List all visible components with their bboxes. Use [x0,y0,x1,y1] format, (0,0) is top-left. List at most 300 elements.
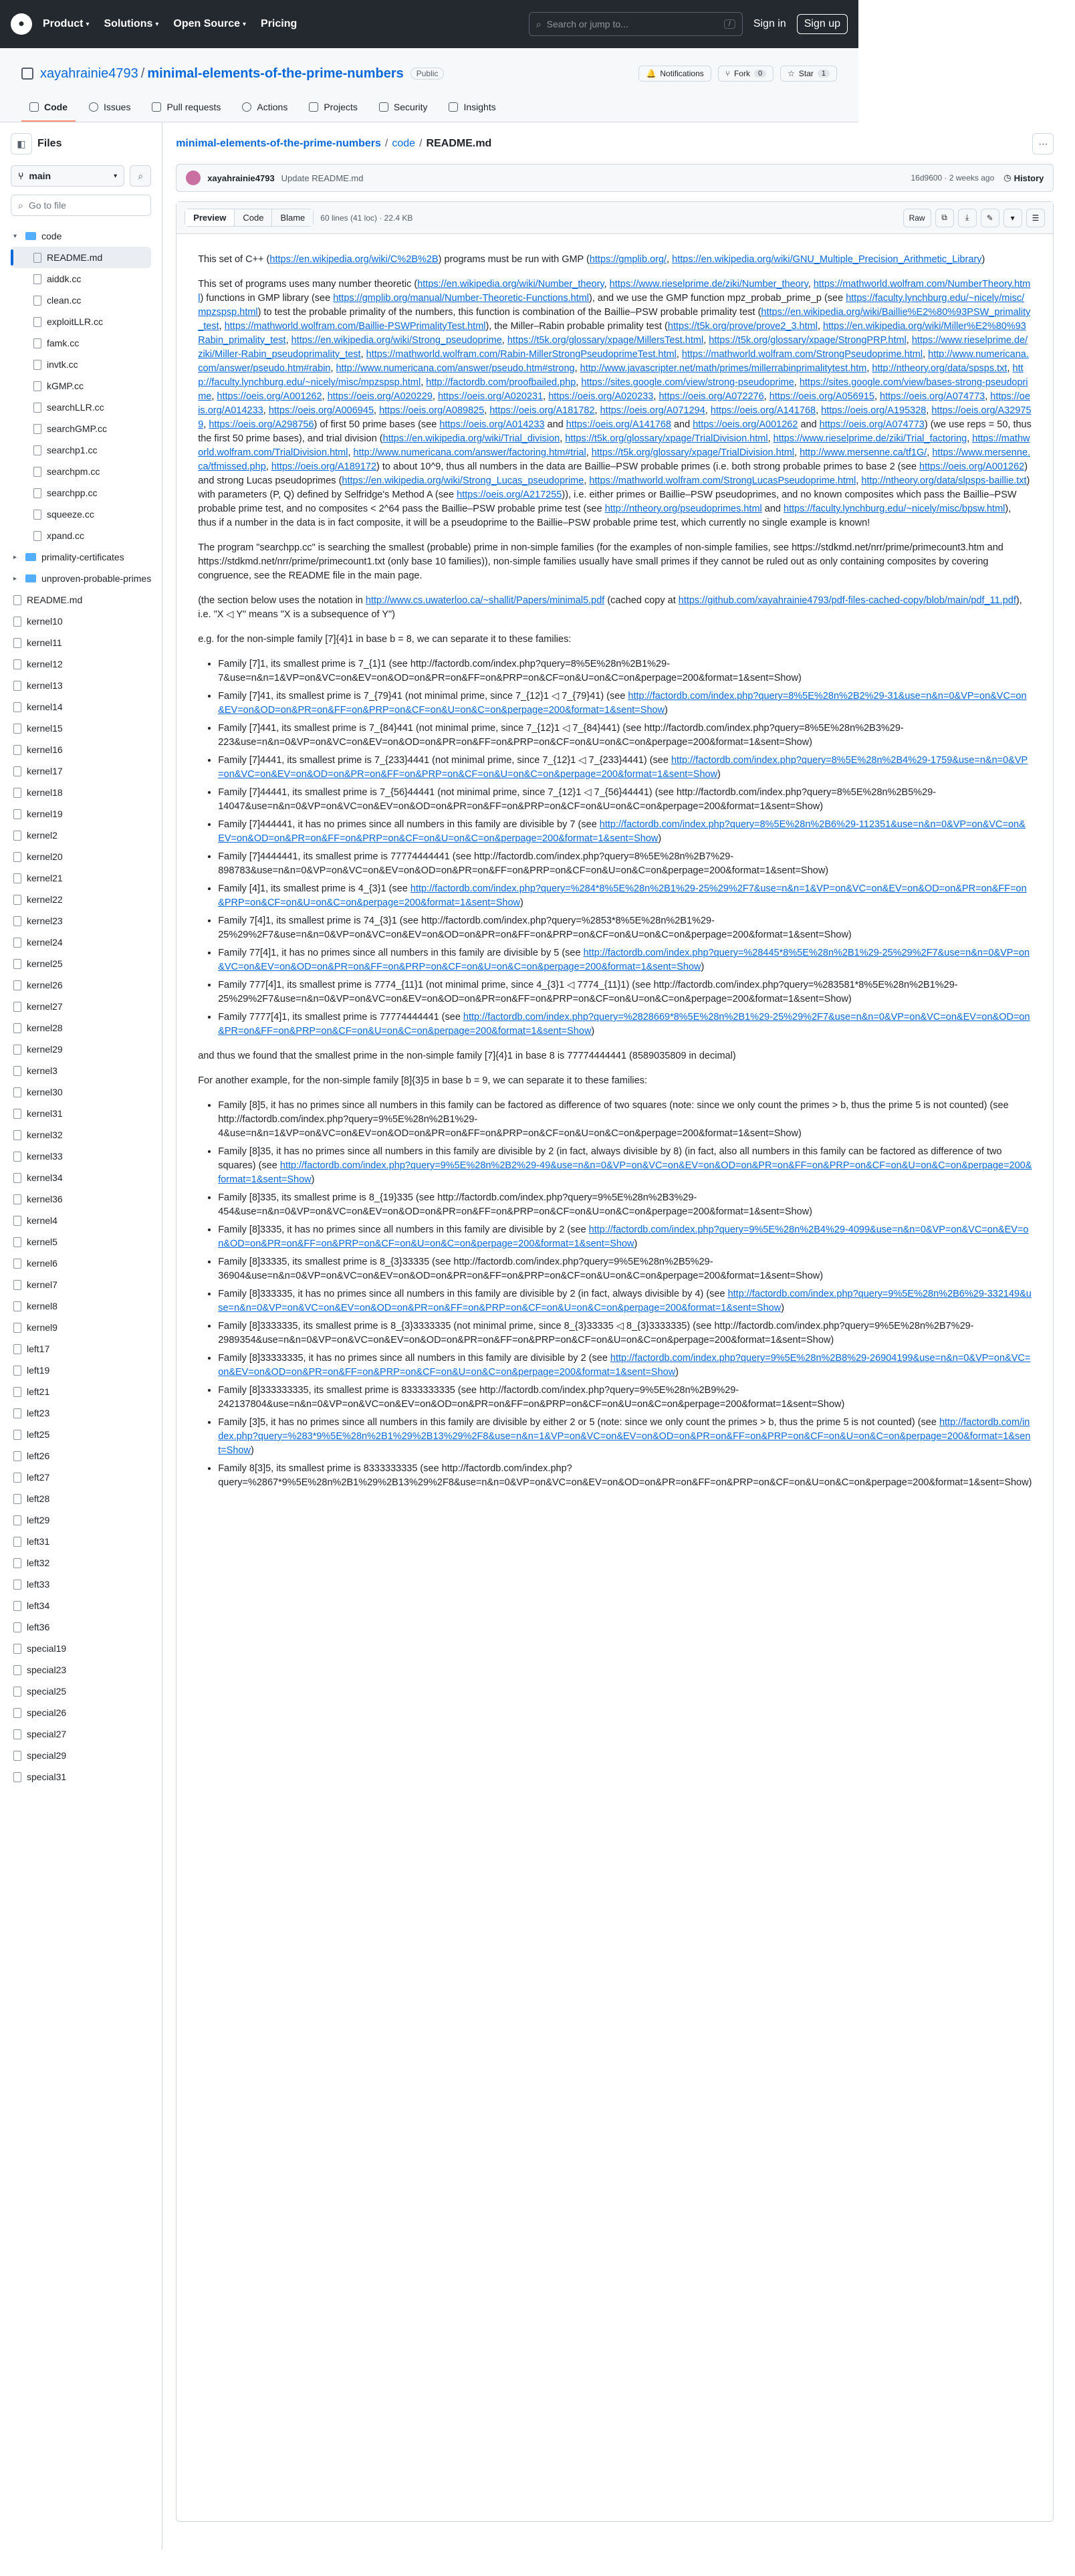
tree-file[interactable]: kernel15 [11,718,151,739]
file-icon [13,938,21,948]
tab-code[interactable]: Code [21,96,76,122]
tree-file[interactable]: left21 [11,1381,151,1402]
tree-file[interactable]: searchpm.cc [11,461,151,482]
external-link[interactable]: http://www.cs.uwaterloo.ca/~shallit/Papers/minimal5.pdf [365,595,605,606]
tree-file[interactable]: left19 [11,1360,151,1381]
commit-message[interactable]: Update README.md [281,173,364,183]
file-icon [13,1430,21,1440]
tree-file[interactable]: kernel27 [11,996,151,1017]
tree-file[interactable]: kernel21 [11,867,151,889]
visibility-badge: Public [410,68,445,80]
family-list-item: • Family [4]1, its smallest prime is 4_{3}1 (see http://factordb.com/index.php?query=%284*8%5E%28n%2B1%29-25%29%2F7&use=n&n=1&VP=on&VC=on&EV=on&OD=on&PR=on&FF=on&PRP=on&CF=on&U=on&C=on&perpage=200&format=1&sent=Show) [218,882,1032,910]
file-icon [13,852,21,862]
family-list-base8 [218,657,1032,1039]
external-link[interactable]: https://en.wikipedia.org/wiki/Number_theory [417,279,604,290]
family-list-item: • Family [7]441, its smallest prime is 7_{84}441 (not minimal prime, since 7_{12}1 ◁ 7_{84}441) (see http://factordb.com/index.php?query=8%5E%28n%2B3%29-223&use=n&n=0&VP=on&VC=on&EV=on&OD=on&PR=on&FF=on&PRP=on&CF=on&U=on&C=on&perpage=200&format=1&sent=Show) [218,722,1032,750]
file-icon [13,916,21,926]
external-link[interactable]: http://ntheory.org/data/spsps.txt [872,363,1007,374]
tree-file[interactable]: kernel11 [11,632,151,653]
chevron-right-icon: ▸ [13,574,17,582]
file-icon [13,702,21,712]
code-view-tab[interactable]: Code [235,209,272,226]
external-link[interactable]: https://t5k.org/glossary/xpage/TrialDivision.html [591,447,795,458]
search-files-button[interactable] [130,165,151,187]
external-link[interactable]: https://t5k.org/prove/prove2_3.html [667,321,818,332]
external-link[interactable]: https://gmplib.org/manual/Number-Theoretic-Functions.html [333,293,590,304]
file-icon [13,1366,21,1376]
sidebar-title: Files [37,138,62,149]
tree-file[interactable]: kernel29 [11,1039,151,1060]
latest-commit-bar [176,164,1054,192]
external-link[interactable]: https://www.rieselprime.de/ziki/Number_theory [609,279,808,290]
external-link[interactable]: https://t5k.org/glossary/xpage/StrongPRP.html [709,335,907,346]
chevron-down-icon: ▾ [86,20,90,28]
tree-file[interactable]: left17 [11,1338,151,1360]
external-link[interactable]: https://oeis.org/A006945 [268,405,374,416]
nav-product[interactable]: Product ▾ [43,18,90,29]
tree-file[interactable]: kernel26 [11,974,151,996]
external-link[interactable]: http://www.numericana.com/answer/pseudo.htm#strong [336,363,575,374]
branch-selector[interactable]: ⑂ main ▾ [11,165,124,187]
external-link[interactable]: http://www.numericana.com/answer/factoring.htm#trial [353,447,586,458]
external-link[interactable]: https://mathworld.wolfram.com/StrongPseudoprime.html [681,349,923,360]
external-link[interactable]: https://en.wikipedia.org/wiki/Miller%E2%80%93Rabin_primality_test [198,321,1026,346]
external-link[interactable]: https://sites.google.com/view/strong-pseudoprime [581,377,794,388]
tree-file[interactable]: searchLLR.cc [11,397,151,418]
external-link[interactable]: https://www.rieselprime.de/ziki/Miller-Rabin_pseudoprimality_test [198,335,1028,360]
tree-file[interactable]: clean.cc [11,290,151,311]
tree-file[interactable]: kernel17 [11,760,151,782]
avatar[interactable] [186,171,201,185]
tree-file[interactable]: left29 [11,1509,151,1531]
tree-file[interactable]: special31 [11,1766,151,1788]
file-icon [13,1002,21,1012]
family-list-item: • Family [7]4441, its smallest prime is 7_{233}4441 (not minimal prime, since 7_{12}1 ◁ 7_{233}4441) (see http://factordb.com/index.php?query=8%5E%28n%2B4%29-1759&use=n&n=0&VP=on&VC=on&EV=on&OD=on&PR=on&FF=on&PRP=on&CF=on&U=on&C=on&perpage=200&format=1&sent=Show) [218,754,1032,782]
download-icon[interactable]: ⤓ [958,209,977,227]
external-link[interactable]: https://www.rieselprime.de/ziki/Trial_factoring [773,433,967,444]
external-link[interactable]: https://faculty.lynchburg.edu/~nicely/misc/bpsw.html [784,504,1005,514]
file-icon [13,617,21,627]
tree-file[interactable]: kernel9 [11,1317,151,1338]
tree-file[interactable]: kernel23 [11,910,151,932]
tree-file[interactable]: special27 [11,1723,151,1745]
main-content [162,122,1075,2550]
tree-file[interactable]: aiddk.cc [11,268,151,290]
tree-file[interactable]: kernel30 [11,1081,151,1103]
external-link[interactable]: https://oeis.org/A074773 [819,419,925,430]
external-link[interactable]: https://oeis.org/A020231 [437,391,544,402]
edit-icon[interactable]: ✎ [981,209,999,227]
family-list-item: • Family [8]35, it has no primes since all numbers in this family are divisible by 2 (in fact, always divisible by 8) (in fact, also all numbers in this family can be factored as difference of two squares) (see http://factordb.com/index.php?query=9%5E%28n%2B2%29-49&use=n&n=0&VP=on&VC=on&EV=on&OD=on&PR=on&FF=on&PRP=on&CF=on&U=on&C=on&perpage=200&format=1&sent=Show) [218,1145,1032,1187]
search-input[interactable]: ⌕ Search or jump to... / [529,12,743,36]
file-icon [33,510,41,520]
tree-file[interactable]: special23 [11,1659,151,1681]
link-gmp-wiki[interactable]: https://en.wikipedia.org/wiki/GNU_Multiple_Precision_Arithmetic_Library [672,254,982,265]
tree-file[interactable]: kernel12 [11,653,151,675]
notifications-button[interactable]: 🔔 Notifications [638,66,711,82]
file-icon [13,1622,21,1632]
external-link[interactable]: https://en.wikipedia.org/wiki/Trial_division [382,433,560,444]
folder-icon [25,553,36,561]
external-link[interactable]: https://oeis.org/A141768 [566,419,671,430]
external-link[interactable]: https://oeis.org/A020229 [327,391,433,402]
external-link[interactable]: http://factordb.com/index.php?query=8%5E%28n%2B2%29-31&use=n&n=0&VP=on&VC=on&EV=on&OD=on&PR=on&FF=on&PRP=on&CF=on&U=on&C=on&perpage=200&format=1&sent=Show [218,691,1027,716]
file-icon [13,1494,21,1504]
external-link[interactable]: https://mathworld.wolfram.com/Baillie-PSWPrimalityTest.html [224,321,486,332]
external-link[interactable]: https://mathworld.wolfram.com/TrialDivision.html [198,433,1030,458]
external-link[interactable]: http://factordb.com/index.php?query=%2828669*8%5E%28n%2B1%29-25%29%2F7&use=n&n=0&VP=on&VC=on&EV=on&OD=on&PR=on&FF=on&PRP=on&CF=on&U=on&C=on&perpage=200&format=1&sent=Show [218,1012,1030,1037]
link-gmplib[interactable]: https://gmplib.org/ [589,254,667,265]
tree-file[interactable]: special26 [11,1702,151,1723]
external-link[interactable]: https://oeis.org/A089825 [379,405,485,416]
file-icon [13,959,21,969]
external-link[interactable]: https://mathworld.wolfram.com/NumberTheory.html [198,279,1031,304]
external-link[interactable]: http://factordb.com/index.php?query=9%5E%28n%2B4%29-4099&use=n&n=0&VP=on&VC=on&EV=on&OD=on&PR=on&FF=on&PRP=on&CF=on&U=on&C=on&perpage=200&format=1&sent=Show [218,1224,1029,1249]
tree-file[interactable]: kernel2 [11,825,151,846]
external-link[interactable]: https://oeis.org/A014233 [439,419,545,430]
external-link[interactable]: https://mathworld.wolfram.com/StrongLucasPseudoprime.html [589,475,856,486]
tree-file[interactable]: kernel8 [11,1295,151,1317]
external-link[interactable]: https://oeis.org/A014233 [198,391,1030,416]
tree-folder-code[interactable]: ▾ code [13,231,62,241]
external-link[interactable]: http://factordb.com/index.php?query=%28445*8%5E%28n%2B1%29-25%29%2F7&use=n&n=0&VP=on&VC=on&EV=on&OD=on&PR=on&FF=on&PRP=on&CF=on&U=on&C=on&perpage=200&format=1&sent=Show [218,948,1030,972]
tree-file-code-readme[interactable]: README.md [11,247,151,268]
tree-file[interactable]: left34 [11,1595,151,1616]
file-icon [13,1751,21,1761]
external-link[interactable]: http://factordb.com/proofbailed.php [426,377,576,388]
history-button[interactable]: ◷ History [1003,173,1044,183]
file-icon [33,317,41,327]
external-link[interactable]: https://oeis.org/A189172 [271,461,377,472]
file-icon [13,724,21,734]
tree-file[interactable]: kernel32 [11,1124,151,1146]
tab-issues[interactable]: Issues [81,96,138,122]
file-icon [13,745,21,755]
tree-file[interactable]: kernel7 [11,1274,151,1295]
external-link[interactable]: https://oeis.org/A181782 [489,405,595,416]
family-list-item: • Family [8]33333335, it has no primes since all numbers in this family are divisible by 2 (see http://factordb.com/index.php?query=9%5E%28n%2B8%29-26904199&use=n&n=0&VP=on&VC=on&EV=on&OD=on&PR=on&FF=on&PRP=on&CF=on&U=on&C=on&perpage=200&format=1&sent=Show) [218,1352,1032,1380]
family-list-item: • Family 77[4]1, it has no primes since all numbers in this family are divisible by 5 (see http://factordb.com/index.php?query=%28445*8%5E%28n%2B1%29-25%29%2F7&use=n&n=0&VP=on&VC=on&EV=on&OD=on&PR=on&FF=on&PRP=on&CF=on&U=on&C=on&perpage=200&format=1&sent=Show) [218,946,1032,974]
external-link[interactable]: http://ntheory.org/data/slpsps-baillie.txt [861,475,1027,486]
family-list-item: • Family [8]5, it has no primes since all numbers in this family can be factored as difference of two squares (note: since we only count the primes > b, thus the prime 5 is not counted) (see http://factordb.com/index.php?query=9%5E%28n%2B1%29-4&use=n&n=1&VP=on&VC=on&EV=on&OD=on&PR=on&FF=on&PRP=on&CF=on&U=on&C=on&perpage=200&format=1&sent=Show) [218,1099,1032,1141]
go-to-file-input[interactable]: ⌕ Go to file [11,195,151,216]
tree-file[interactable]: kGMP.cc [11,375,151,397]
tree-file[interactable]: kernel16 [11,739,151,760]
external-link[interactable]: https://t5k.org/glossary/xpage/TrialDivision.html [565,433,768,444]
nav-solutions[interactable]: Solutions ▾ [104,18,159,29]
external-link[interactable]: https://oeis.org/A001262 [919,461,1025,472]
file-icon [13,681,21,691]
tree-file[interactable]: special19 [11,1638,151,1659]
external-link[interactable]: http://factordb.com/index.php?query=9%5E%28n%2B2%29-49&use=n&n=0&VP=on&VC=on&EV=on&OD=on&PR=on&FF=on&PRP=on&CF=on&U=on&C=on&perpage=200&format=1&sent=Show [218,1160,1032,1185]
file-icon [33,360,41,370]
file-icon [33,467,41,477]
family-list-item: • Family [8]33335, its smallest prime is 8_{3}33335 (see http://factordb.com/index.php?query=9%5E%28n%2B5%29-36904&use=n&n=0&VP=on&VC=on&EV=on&OD=on&PR=on&FF=on&PRP=on&CF=on&U=on&C=on&perpage=200&format=1&sent=Show) [218,1255,1032,1283]
family-list-item: • Family [8]3335, it has no primes since all numbers in this family are divisible by 2 (see http://factordb.com/index.php?query=9%5E%28n%2B4%29-4099&use=n&n=0&VP=on&VC=on&EV=on&OD=on&PR=on&FF=on&PRP=on&CF=on&U=on&C=on&perpage=200&format=1&sent=Show) [218,1223,1032,1251]
folder-open-icon [25,232,36,240]
external-link[interactable]: https://oeis.org/A195328 [821,405,927,416]
root-file-list [11,589,151,1788]
tree-file[interactable]: kernel25 [11,953,151,974]
search-icon: ⌕ [138,170,144,181]
file-icon [13,1644,21,1654]
tree-file[interactable]: kernel14 [11,696,151,718]
tab-pull-requests[interactable]: Pull requests [144,96,229,122]
tree-folder-unproven-probable-primes[interactable]: ▸ unproven-probable-primes [13,573,152,584]
readme-text-linkified: (https://en.wikipedia.org/wiki/Baillie%E2%80%93PSW_primality_test, https://mathworld.wolfram.com/Baillie-PSWPrimalityTest.html), the Miller–Rabin probable primality test (https://t5k.org/prove/prove2_3.html, https://en.wikipedia.org/wiki/Miller%E2%80%93Rabin_primality_test, https://en.wikipedia.org/wiki/Strong_pseudoprime, https://t5k.org/glossary/xpage/MillersTest.html, https://t5k.org/glossary/xpage/StrongPRP.html, https://www.rieselprime.de/ziki/Miller-Rabin_pseudoprimality_test, https://mathworld.wolfram.com/Rabin-MillerStrongPseudoprimeTest.html, https://mathworld.wolfram.com/StrongPseudoprime.html, http://www.numericana.com/answer/pseudo.htm#rabin, http://www.numericana.com/answer/pseudo.htm#strong, http://www.javascripter.net/math/primes/millerrabinprimalitytest.htm, http://ntheory.org/data/spsps.txt, http://faculty.lynchburg.edu/~nicely/misc/mpzspsp.html, http://factordb.com/proofbailed.php, https://sites.google.com/view/strong-pseudoprime, https://sites.google.com/view/bases-strong-pseudoprime, https://oeis.org/A001262, https://oeis.org/A020229, https://oeis.org/A020231, https://oeis.org/A020233, https://oeis.org/A072276, https://oeis.org/A056915, https://oeis.org/A074773, https://oeis.org/A014233, https://oeis.org/A006945, https://oeis.org/A089825, https://oeis.org/A181782, https://oeis.org/A071294, https://oeis.org/A141768, https://oeis.org/A195328, https://oeis.org/A329759, https://oeis.org/A298756) of first 50 prime bases (see https://oeis.org/A014233 and https://oeis.org/A141768 and https://oeis.org/A001262 and https://oeis.org/A074773) (we use reps = 50, thus the first 50 prime bases), and trial division (https://en.wikipedia.org/wiki/Trial_division, https://t5k.org/glossary/xpage/TrialDivision.html, https://www.rieselprime.de/ziki/Trial_factoring, https://mathworld.wolfram.com/TrialDivision.html, http://www.numericana.com/answer/factoring.htm#trial, https://t5k.org/glossary/xpage/TrialDivision.html, http://www.mersenne.ca/tf1G/, https://www.mersenne.ca/tfmissed.php, https://oeis.org/A189172) to about 10^9, thus all numbers in the data are Baillie–PSW probable primes (i.e. both strong probable primes to base 2 (see https://oeis.org/A001262) and strong Lucas pseudoprimes (https://en.wikipedia.org/wiki/Strong_Lucas_pseudoprime, https://mathworld.wolfram.com/StrongLucasPseudoprime.html, http://ntheory.org/data/slpsps-baillie.txt) with parameters (P, Q) defined by Selfridge's Method A (see https://oeis.org/A217255)), i.e. either primes or Baillie–PSW pseudoprimes, and no known composites which pass the Baillie–PSW probable prime test, and no composites < 2^64 pass the Baillie–PSW probable prime test (see http://ntheory.org/pseudoprimes.html and https://faculty.lynchburg.edu/~nicely/misc/bpsw.html), thus if a number in the data is in fact composite, it will be a pseudoprime to the Baillie–PSW probable prime test, which currently no single example is known! [198,307,1032,528]
blame-tab[interactable]: Blame [272,209,313,226]
file-icon [13,1558,21,1568]
preview-tab[interactable]: Preview [185,209,235,226]
repo-tabs [21,96,837,122]
external-link[interactable]: https://oeis.org/A217255 [457,490,562,500]
folder-icon [25,574,36,582]
file-icon [13,1772,21,1782]
tab-insights[interactable]: Insights [441,96,503,122]
tree-file[interactable]: kernel20 [11,846,151,867]
file-icon [13,766,21,776]
tree-folder-primality-certificates[interactable]: ▸ primality-certificates [13,552,124,562]
external-link[interactable]: https://en.wikipedia.org/wiki/Strong_pseudoprime [291,335,502,346]
commit-hash-time[interactable]: 16d9600 · 2 weeks ago [911,173,995,183]
tree-file[interactable]: left31 [11,1531,151,1552]
global-header [0,0,858,48]
global-nav [43,18,297,30]
repo-name-link[interactable]: minimal-elements-of-the-prime-numbers [147,66,404,81]
code-icon [29,102,39,112]
external-link[interactable]: https://oeis.org/A001262 [217,391,322,402]
branch-icon: ⑂ [18,171,24,181]
play-icon [242,102,251,112]
external-link[interactable]: http://factordb.com/index.php?query=9%5E%28n%2B6%29-332149&use=n&n=0&VP=on&VC=on&EV=on&OD=on&PR=on&FF=on&PRP=on&CF=on&U=on&C=on&perpage=200&format=1&sent=Show [218,1289,1032,1313]
external-link[interactable]: http://www.mersenne.ca/tf1G/ [800,447,927,458]
tree-file[interactable]: famk.cc [11,332,151,354]
external-link[interactable]: https://oeis.org/A001262 [693,419,798,430]
file-icon [33,381,41,391]
tree-file[interactable]: invtk.cc [11,354,151,375]
star-button[interactable]: ☆ Star 1 [780,66,837,82]
tree-file[interactable]: kernel19 [11,803,151,825]
family-list-item: • Family [7]44441, its smallest prime is 7_{56}44441 (not minimal prime, since 7_{12}1 ◁ 7_{56}44441) (see http://factordb.com/index.php?query=8%5E%28n%2B5%29-14047&use=n&n=0&VP=on&VC=on&EV=on&OD=on&PR=on&FF=on&PRP=on&CF=on&U=on&C=on&perpage=200&format=1&sent=Show) [218,786,1032,814]
tree-file[interactable]: searchGMP.cc [11,418,151,439]
tree-file[interactable]: left33 [11,1574,151,1595]
tree-file[interactable]: left36 [11,1616,151,1638]
breadcrumb-folder-link[interactable]: code [392,138,416,149]
file-icon [13,1665,21,1675]
external-link[interactable]: https://github.com/xayahrainie4793/pdf-files-cached-copy/blob/main/pdf_11.pdf [678,595,1016,606]
view-mode-toggle [185,209,314,227]
tree-file[interactable]: squeeze.cc [11,504,151,525]
file-icon [13,788,21,798]
pull-request-icon [152,102,161,112]
external-link[interactable]: https://oeis.org/A074773 [880,391,985,402]
tree-file[interactable]: kernel24 [11,932,151,953]
file-icon [33,338,41,348]
external-link[interactable]: https://oeis.org/A141768 [710,405,816,416]
tree-file[interactable]: special25 [11,1681,151,1702]
tree-file[interactable]: kernel18 [11,782,151,803]
file-icon [13,1729,21,1739]
sign-up-button[interactable]: Sign up [797,14,848,34]
tab-security[interactable]: Security [371,96,436,122]
family-list-item: • Family [7]1, its smallest prime is 7_{1}1 (see http://factordb.com/index.php?query=8%5E%28n%2B1%29-7&use=n&n=1&VP=on&VC=on&EV=on&OD=on&PR=on&FF=on&PRP=on&CF=on&U=on&C=on&perpage=200&format=1&sent=Show) [218,657,1032,685]
external-link[interactable]: https://en.wikipedia.org/wiki/Strong_Lucas_pseudoprime [342,475,584,486]
chevron-down-icon[interactable]: ▾ [1003,209,1022,227]
nav-open-source[interactable]: Open Source ▾ [173,18,247,29]
tree-file[interactable]: kernel4 [11,1210,151,1231]
file-icon [13,1537,21,1547]
tree-file[interactable]: left25 [11,1424,151,1445]
raw-button[interactable]: Raw [903,209,931,227]
chevron-right-icon: ▸ [13,553,17,561]
readme-paragraph: This set of C++ (https://en.wikipedia.org/wiki/C%2B%2B) programs must be run with GMP (https://gmplib.org/, https://en.wikipedia.org/wiki/GNU_Multiple_Precision_Arithmetic_Library) [198,254,985,265]
external-link[interactable]: https://t5k.org/glossary/xpage/MillersTest.html [507,335,704,346]
breadcrumb-separator: / [419,138,423,149]
external-link[interactable]: https://faculty.lynchburg.edu/~nicely/misc/mpzspsp.html [198,293,1025,318]
external-link[interactable]: https://oeis.org/A072276 [659,391,764,402]
family-list-item: • Family [3]5, it has no primes since all numbers in this family are divisible by either 2 or 5 (note: since we only count the primes > b, thus the prime 5 is not counted) (see http://factordb.com/index.php?query=%283*9%5E%28n%2B1%29%2B13%29%2F8&use=n&n=1&VP=on&VC=on&EV=on&OD=on&PR=on&FF=on&PRP=on&CF=on&U=on&C=on&perpage=200&format=1&sent=Show) [218,1416,1032,1458]
readme-paragraph: (the section below uses the notation in http://www.cs.uwaterloo.ca/~shallit/Papers/minimal5.pdf (cached copy at https://github.com/xayahrainie4793/pdf-files-cached-copy/blob/main/pdf_11.pdf), i.e. "X ◁ Y" means "X is a subsequence of Y") [198,595,1022,620]
external-link[interactable]: http://factordb.com/index.php?query=8%5E%28n%2B4%29-1759&use=n&n=0&VP=on&VC=on&EV=on&OD=on&PR=on&FF=on&PRP=on&CF=on&U=on&C=on&perpage=200&format=1&sent=Show [218,755,1028,780]
external-link[interactable]: http://faculty.lynchburg.edu/~nicely/misc/mpzspsp.html [198,363,1024,388]
outline-icon[interactable]: ☰ [1026,209,1046,227]
link-cpp[interactable]: https://en.wikipedia.org/wiki/C%2B%2B [269,254,439,265]
external-link[interactable]: https://oeis.org/A056915 [769,391,874,402]
tree-file[interactable]: exploitLLR.cc [11,311,151,332]
file-icon [13,1708,21,1718]
file-icon [33,424,41,434]
file-icon [13,1259,21,1269]
tree-file[interactable]: left32 [11,1552,151,1574]
tree-file[interactable]: kernel13 [11,675,151,696]
file-icon [13,1301,21,1311]
tree-file[interactable]: README.md [11,589,151,611]
file-icon [13,895,21,905]
readme-paragraph: For another example, for the non-simple family [8]{3}5 in base b = 9, we can separate it to these families: [198,1075,647,1086]
file-icon [33,403,41,413]
external-link[interactable]: https://oeis.org/A020233 [548,391,654,402]
tree-file[interactable]: kernel34 [11,1167,151,1188]
file-icon [13,831,21,841]
file-icon [13,638,21,648]
tree-file[interactable]: xpand.cc [11,525,151,546]
external-link[interactable]: http://factordb.com/index.php?query=%283*9%5E%28n%2B1%29%2B13%29%2F8&use=n&n=1&VP=on&VC=on&EV=on&OD=on&PR=on&FF=on&PRP=on&CF=on&U=on&C=on&perpage=200&format=1&sent=Show [218,1417,1031,1456]
file-icon [13,1109,21,1119]
tree-file[interactable]: kernel28 [11,1017,151,1039]
repo-icon [21,68,33,80]
fork-count: 0 [754,70,766,78]
tree-file[interactable]: kernel31 [11,1103,151,1124]
external-link[interactable]: http://www.numericana.com/answer/pseudo.htm#rabin [198,349,1029,374]
tab-actions[interactable]: Actions [234,96,295,122]
more-options-button[interactable] [1032,133,1054,154]
file-icon [33,445,41,455]
chevron-down-icon: ▾ [114,172,118,180]
github-logo-icon[interactable]: ● [11,13,32,35]
tree-file[interactable]: searchpp.cc [11,482,151,504]
tree-file[interactable]: special29 [11,1745,151,1766]
issue-icon [89,102,98,112]
file-icon [13,873,21,883]
family-list-item: • Family 777[4]1, its smallest prime is 7774_{11}1 (not minimal prime, since 4_{3}1 ◁ 7774_{11}1) (see http://factordb.com/index.php?query=%283581*8%5E%28n%2B1%29-25%29%2F7&use=n&n=0&VP=on&VC=on&EV=on&OD=on&PR=on&FF=on&PRP=on&CF=on&U=on&C=on&perpage=200&format=1&sent=Show) [218,978,1032,1006]
file-icon [13,1130,21,1140]
external-link[interactable]: http://www.javascripter.net/math/primes/millerrabinprimalitytest.htm [580,363,867,374]
search-icon: ⌕ [535,18,542,29]
breadcrumb [176,133,1054,154]
external-link[interactable]: https://sites.google.com/view/bases-strong-pseudoprime [198,377,1028,402]
external-link[interactable]: https://en.wikipedia.org/wiki/Baillie%E2%80%93PSW_primality_test [198,307,1031,332]
tree-file[interactable]: kernel33 [11,1146,151,1167]
external-link[interactable]: http://factordb.com/index.php?query=8%5E%28n%2B6%29-112351&use=n&n=0&VP=on&VC=on&EV=on&OD=on&PR=on&FF=on&PRP=on&CF=on&U=on&C=on&perpage=200&format=1&sent=Show [218,819,1026,844]
tree-file[interactable]: kernel36 [11,1188,151,1210]
file-icon [13,1451,21,1461]
external-link[interactable]: https://oeis.org/A071294 [600,405,705,416]
copy-icon[interactable]: ⧉ [935,209,954,227]
commit-author[interactable]: xayahrainie4793 [207,173,275,183]
external-link[interactable]: http://factordb.com/index.php?query=%284*8%5E%28n%2B1%29-25%29%2F7&use=n&n=1&VP=on&VC=on&EV=on&OD=on&PR=on&FF=on&PRP=on&CF=on&U=on&C=on&perpage=200&format=1&sent=Show [218,883,1027,908]
family-list-item: • Family [8]333335, it has no primes since all numbers in this family are divisible by 2 (in fact, always divisible by 4) (see http://factordb.com/index.php?query=9%5E%28n%2B6%29-332149&use=n&n=0&VP=on&VC=on&EV=on&OD=on&PR=on&FF=on&PRP=on&CF=on&U=on&C=on&perpage=200&format=1&sent=Show) [218,1287,1032,1315]
readme-text-linkified: This set of programs uses many number theoretic (https://en.wikipedia.org/wiki/Number_theory, https://www.rieselprime.de/ziki/Number_theory, https://mathworld.wolfram.com/NumberTheory.html) functions in GMP library (see https://gmplib.org/manual/Number-Theoretic-Functions.html), and we use the GMP function mpz_probab_prime_p (see https://faculty.lynchburg.edu/~nicely/misc/mpzspsp.html) to test the probable primality of the numbers, this function is combination of the Baillie–PSW probable primality test [198,279,1031,318]
breadcrumb-repo-link[interactable]: minimal-elements-of-the-prime-numbers [176,138,381,149]
nav-pricing[interactable]: Pricing [261,18,297,29]
file-icon [13,1280,21,1290]
tree-file[interactable]: searchp1.cc [11,439,151,461]
chevron-down-icon: ▾ [242,20,247,28]
tab-projects[interactable]: Projects [301,96,366,122]
file-toolbar [176,202,1053,234]
file-icon [13,1687,21,1697]
file-icon [33,531,41,541]
table-icon [309,102,318,112]
tree-file[interactable]: left27 [11,1467,151,1488]
file-viewer [176,201,1054,2522]
tree-file[interactable]: left28 [11,1488,151,1509]
tree-file[interactable]: left23 [11,1402,151,1424]
file-icon [13,1066,21,1076]
file-icon [13,1045,21,1055]
fork-icon: ⑂ [725,69,730,78]
file-icon [13,1601,21,1611]
external-link[interactable]: https://www.mersenne.ca/tfmissed.php [198,447,1031,472]
tree-file[interactable]: kernel6 [11,1253,151,1274]
history-icon: ◷ [1003,173,1011,183]
family-list-item: • Family [7]4444441, its smallest prime is 77774444441 (see http://factordb.com/index.php?query=8%5E%28n%2B7%29-898783&use=n&n=0&VP=on&VC=on&EV=on&OD=on&PR=on&FF=on&PRP=on&CF=on&U=on&C=on&perpage=200&format=1&sent=Show) [218,850,1032,878]
tree-file[interactable]: kernel3 [11,1060,151,1081]
file-icon [13,1087,21,1097]
file-icon [13,1408,21,1418]
external-link[interactable]: https://mathworld.wolfram.com/Rabin-MillerStrongPseudoprimeTest.html [366,349,677,360]
tree-file[interactable]: kernel22 [11,889,151,910]
collapse-sidebar-button[interactable]: ◧ [11,133,32,154]
breadcrumb-current-file: README.md [426,138,492,149]
tree-file[interactable]: kernel5 [11,1231,151,1253]
fork-button[interactable]: ⑂ Fork 0 [718,66,773,82]
star-count: 1 [818,70,830,78]
repo-owner-link[interactable]: xayahrainie4793 [40,66,138,81]
tree-file[interactable]: kernel10 [11,611,151,632]
tree-file[interactable]: left26 [11,1445,151,1467]
external-link[interactable]: https://oeis.org/A329759 [198,405,1032,430]
file-icon [13,1580,21,1590]
star-icon: ☆ [788,69,795,78]
external-link[interactable]: http://factordb.com/index.php?query=9%5E%28n%2B8%29-26904199&use=n&n=0&VP=on&VC=on&EV=on&OD=on&PR=on&FF=on&PRP=on&CF=on&U=on&C=on&perpage=200&format=1&sent=Show [218,1353,1031,1378]
file-icon [13,1216,21,1226]
readme-paragraph: and thus we found that the smallest prime in the non-simple family [7]{4}1 in base 8 is 77774444441 (8589035809 in decimal) [198,1051,736,1061]
external-link[interactable]: http://ntheory.org/pseudoprimes.html [604,504,762,514]
file-icon [13,659,21,669]
sign-in-link[interactable]: Sign in [753,18,786,29]
external-link[interactable]: https://oeis.org/A298756 [209,419,314,430]
